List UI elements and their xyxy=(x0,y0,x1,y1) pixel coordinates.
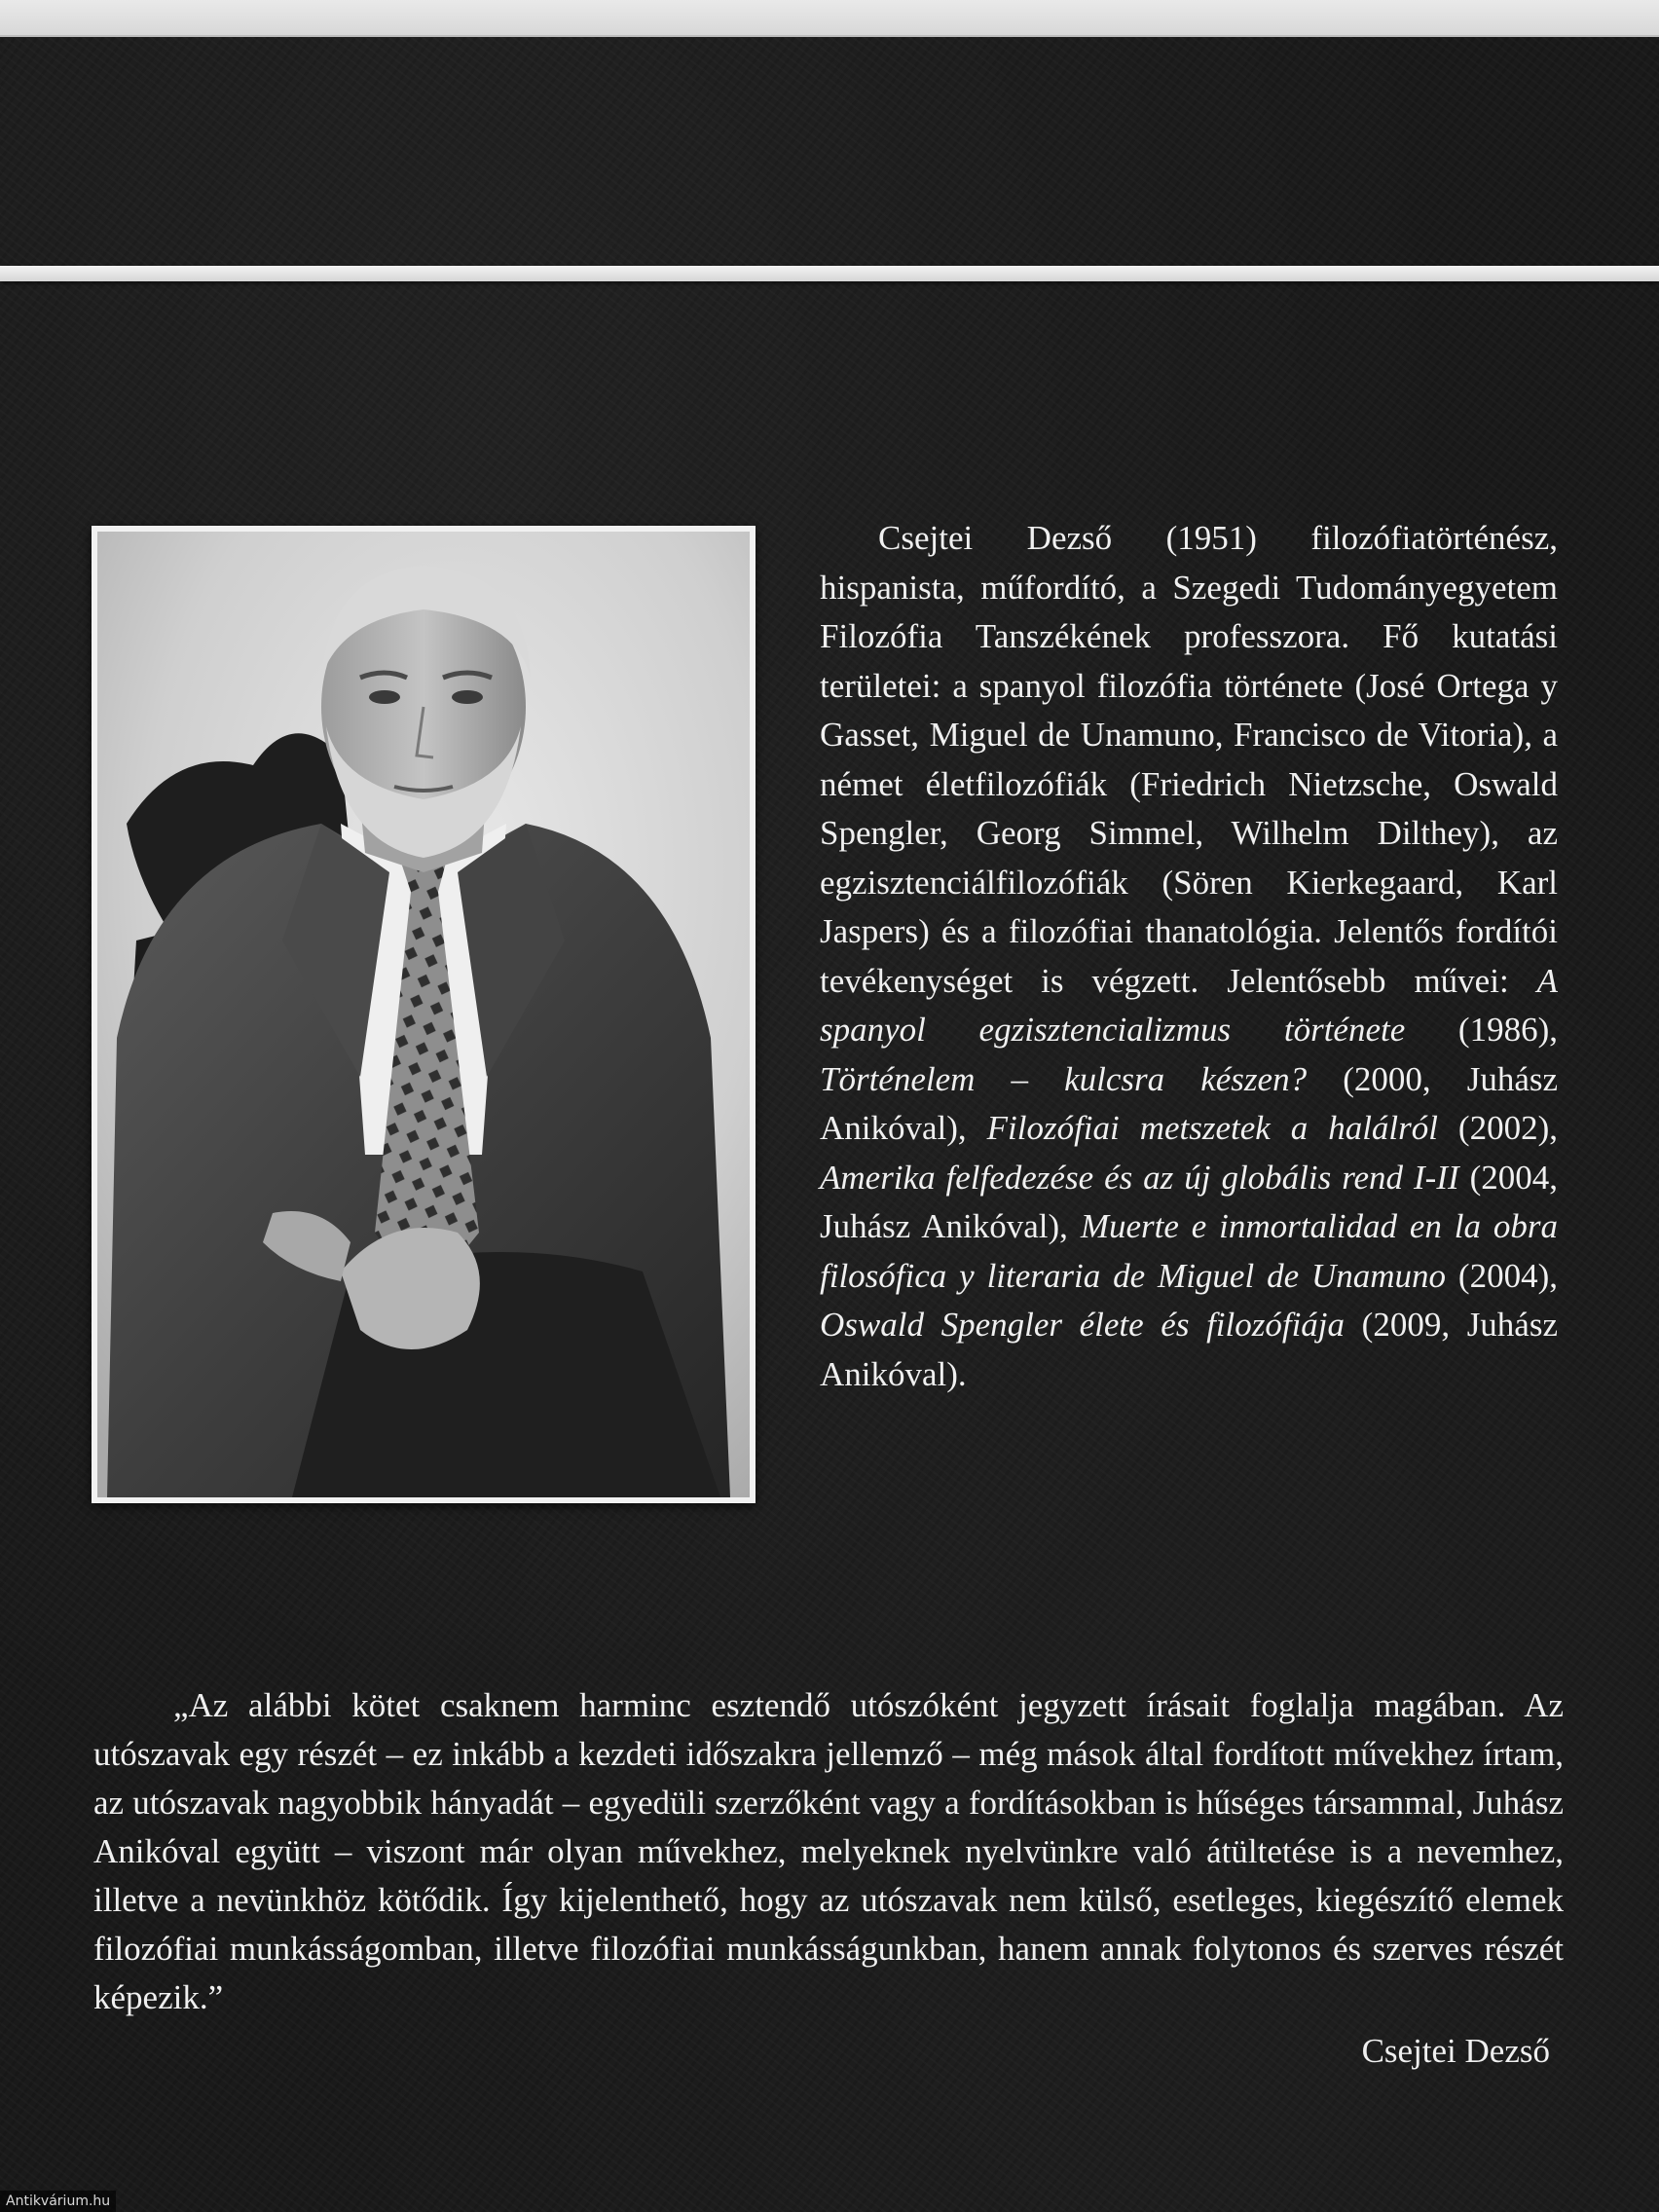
bio-text-segment: (2004), xyxy=(1446,1256,1558,1295)
horizontal-divider xyxy=(0,266,1659,281)
book-title: Muerte e inmortalidad en la obra filosófica y literaria de Miguel de Unamuno xyxy=(820,1207,1558,1295)
portrait-image xyxy=(97,532,750,1497)
bio-text-segment: (2009, Juhász Anikóval). xyxy=(820,1306,1559,1393)
book-title: Amerika felfedezése és az új globális rend I-II xyxy=(820,1158,1459,1197)
author-quote: „Az alábbi kötet csaknem harminc esztendő utószóként jegyzett írásait foglalja magában. Az utószavak egy részét – ez inkább a kezdeti időszakra jellemző – még mások által fordított művekhez írtam, az utószavak nagyobbik hányadát – egyedüli szerzőként vagy a fordításokban is hűséges társammal, Juhász Anikóval együtt – viszont már olyan művekhez, melyeknek nyelvünkre való átültetése is a nevemhez, illetve a nevünkhöz kötődik. Így kijelenthető, hogy az utószavak nem külső, esetleges, kiegészítő elemek filozófiai munkásságomban, illetve filozófiai munkásságunkban, hanem annak folytonos és szerves részét képezik.” xyxy=(93,1686,1564,2016)
bio-text-segment: (2002), xyxy=(1437,1109,1558,1147)
watermark-text: Antikvárium.hu xyxy=(0,2191,116,2212)
top-paper-strip xyxy=(0,0,1659,37)
bio-text-segment: (1986), xyxy=(1405,1011,1558,1049)
book-title: Oswald Spengler élete és filozófiája xyxy=(820,1306,1346,1344)
author-portrait-photo xyxy=(92,526,756,1503)
bio-text-segment: (2004, Juhász Anikóval), xyxy=(820,1158,1559,1245)
bio-text-segment: (2000, Juhász Anikóval), xyxy=(820,1059,1559,1147)
quote-signature: Csejtei Dezső xyxy=(1361,2032,1550,2070)
author-biography xyxy=(820,514,1558,1399)
book-title: Filozófiai metszetek a halálról xyxy=(986,1109,1438,1147)
bio-text-segment: Csejtei Dezső (1951) filozófiatörténész, hispanista, műfordító, a Szegedi Tudományegyetem Filozófia Tanszékének professzora. Fő kutatási területei: a spanyol filozófia története (José Ortega y Gasset, Miguel de Unamuno, Francisco de Vitoria), a német életfilozófiák (Friedrich Nietzsche, Oswald Spengler, Georg Simmel, Wilhelm Dilthey), az egzisztenciálfilozófiák (Sören Kierkegaard, Karl Jaspers) és a filozófiai thanatológia. Jelentős fordítói tevékenységet is végzett. Jelentősebb művei: xyxy=(820,519,1558,1000)
book-title: Történelem – kulcsra készen? xyxy=(820,1059,1308,1098)
book-title: A spanyol egzisztencializmus története xyxy=(820,961,1558,1049)
